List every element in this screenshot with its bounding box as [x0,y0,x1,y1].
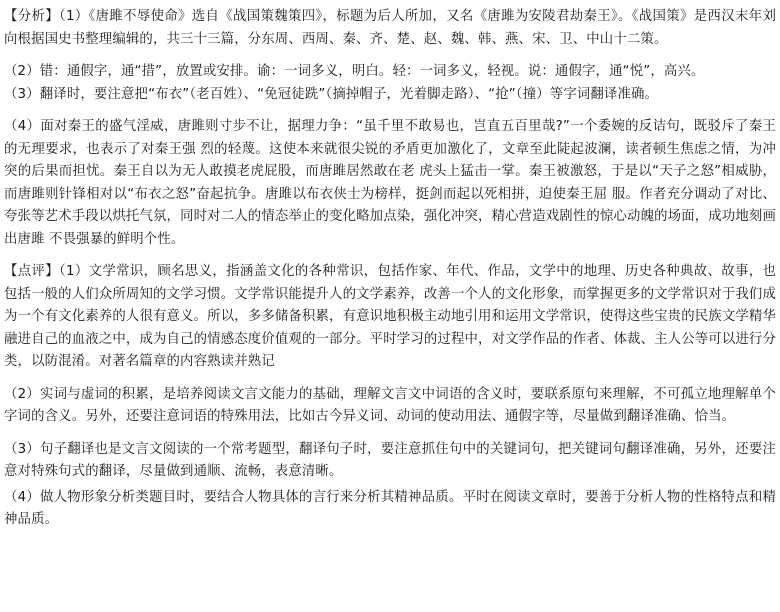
analysis-paragraph-3: （3）翻译时，要注意把“布衣”（老百姓）、“免冠徒跣”（摘掉帽子，光着脚走路）、“抢”（撞）等字词翻译准确。 [4,86,659,102]
comment-paragraph-1: 【点评】（1）文学常识，顾名思义，指涵盖文化的各种常识，包括作家、年代、作品，文学中的地理、历史各种典故、故事，也包括一般的人们众所周知的文学习惯。文学常识能提升人的文学素养，改善一个人的文化形象，而掌握更多的文学常识对于我们成为一个有文化素养的人很有意义。所以，多多储备积累，有意识地积极主动地引用和运用文学常识，使得这些宝贵的民族文学精华融进自己的血液之中，成为自己的情感态度价值观的一部分。平时学习的过程中，对文学作品的作者、体裁、主人公等可以进行分类，以防混淆。对著名篇章的内容熟读并熟记 [4,264,776,369]
analysis-paragraph-2: （2）错：通假字，通“措”，放置或安排。谕：一词多义，明白。轻：一词多义，轻视。说：通假字，通“悦”，高兴。 [4,64,705,79]
analysis-paragraph-1: 【分析】（1）《唐雎不辱使命》选自《战国策魏策四》，标题为后人所加，又名《唐雎为安陵君劫秦王》。《战国策》是西汉末年刘向根据国史书整理编辑的，共三十三篇，分东周、西周、秦、齐、楚、赵、魏、韩、燕、宋、卫、中山十二策。 [4,9,776,47]
comment-paragraph-2: （2）实词与虚词的积累，是培养阅读文言文能力的基础，理解文言文中词语的含义时，要联系原句来理解，不可孤立地理解单个字词的含义。另外，还要注意词语的特殊用法，比如古今异义词、动词的使动用法、通假字等，尽量做到翻译准确、恰当。 [4,386,776,424]
comment-paragraph-4: （4）做人物形象分析类题目时，要结合人物具体的言行来分析其精神品质。平时在阅读文章时，要善于分析人物的性格特点和精神品质。 [4,489,776,527]
analysis-paragraph-4: （4）面对秦王的盛气淫威，唐雎则寸步不让，据理力争：“虽千里不敢易也，岂直五百里哉?”一个委婉的反诘句，既驳斥了秦王的无理要求，也表示了对秦王强 烈的轻蔑。这使本来就很尖锐的矛盾更加激化了，文章至此陡起波澜，读者顿生焦虑之情，为冲突的后果而担忧。秦王自以为无人敢摸老虎屁股，而唐雎居然敢在老 虎头上猛击一掌。秦王被激怒，于是以“天子之怒”相威胁，而唐雎则针锋相对以“布衣之怒”奋起抗争。唐雎以布衣侠士为榜样，挺剑而起以死相拼，迫使秦王屈 服。作者充分调动了对比、夸张等艺术手段以烘托气氛，同时对二人的情态举止的变化略加点染，强化冲突，精心营造戏剧性的惊心动魄的场面，成功地刻画出唐雎 不畏强暴的鲜明个性。 [4,119,776,247]
comment-paragraph-3: （3）句子翻译也是文言文阅读的一个常考题型，翻译句子时，要注意抓住句中的关键词句，把关键词句翻译准确，另外，还要注意对特殊句式的翻译，尽量做到通顺、流畅，表意清晰。 [4,441,776,479]
